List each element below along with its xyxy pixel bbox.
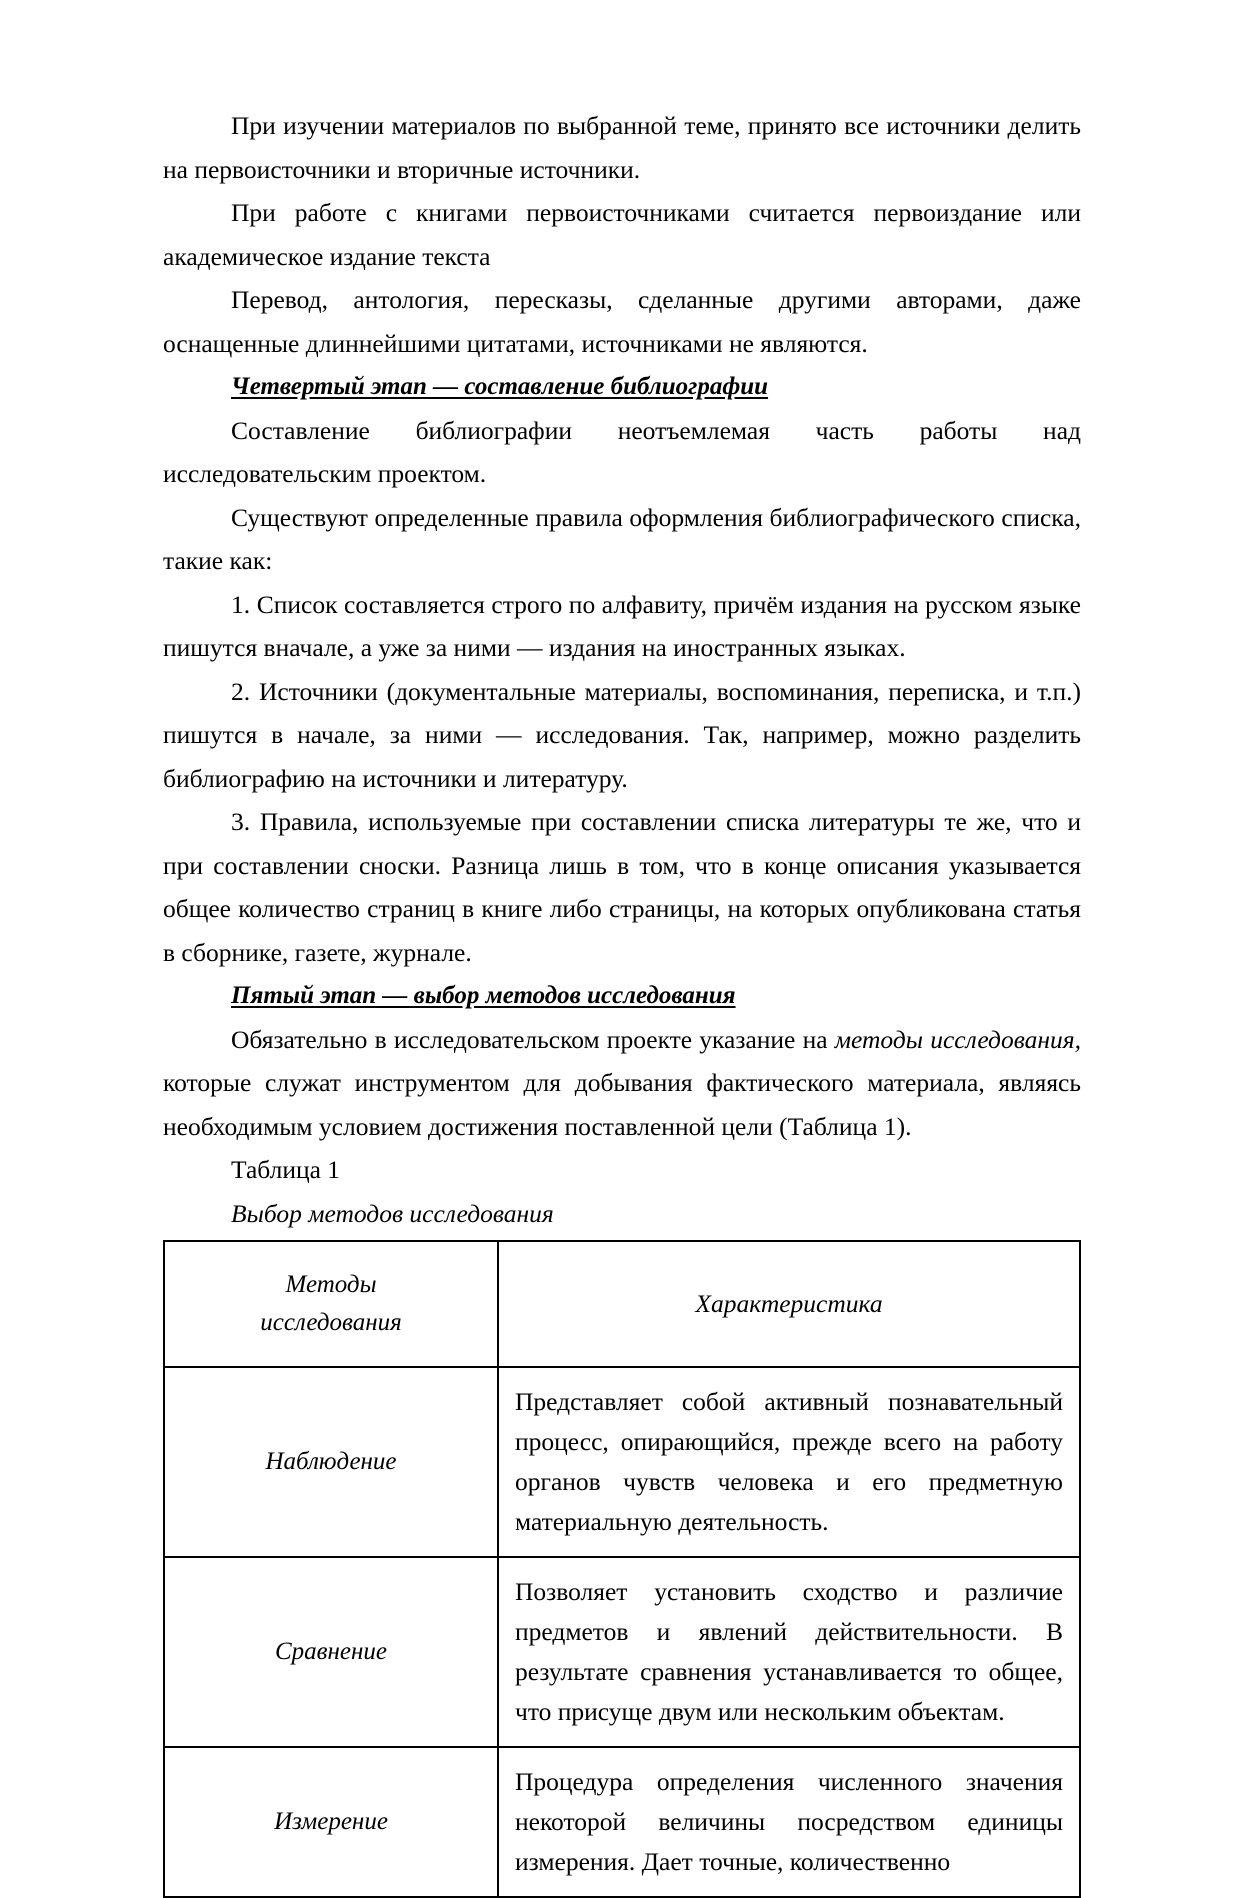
paragraph-research-methods-part2: которые служат инструментом для добывания фактического материала, являясь необходимым условием достижения поставленной цели (Таблица 1).: [163, 1068, 1081, 1141]
table-title: Выбор методов исследования: [231, 1198, 554, 1228]
table-cell-characteristic-observation: Представляет собой активный познавательный процесс, опирающийся, прежде всего на работу органов чувств человека и его предметную материальную деятельность.: [498, 1367, 1080, 1557]
paragraph-research-methods-part1: Обязательно в исследовательском проекте указание на: [231, 1024, 835, 1054]
table-row: [164, 1367, 1080, 1557]
table-cell-characteristic-comparison: Позволяет установить сходство и различие предметов и явлений действительности. В результате сравнения устанавливается то общее, что присуще двум или нескольким объектам.: [498, 1557, 1080, 1747]
heading-fifth-stage-text: Пятый этап — выбор методов исследования: [231, 982, 736, 1009]
heading-fourth-stage: [163, 365, 1081, 409]
table-cell-method-comparison: Сравнение: [164, 1557, 498, 1747]
table-header-characteristic: Характеристика: [498, 1241, 1080, 1367]
paragraph-primary-sources: При работе с книгами первоисточниками считается первоиздание или академическое издание текста: [163, 198, 1081, 271]
research-methods-table: [163, 1240, 1081, 1898]
table-cell-method-measurement: Измерение: [164, 1747, 498, 1897]
table-cell-method-observation: Наблюдение: [164, 1367, 498, 1557]
table-header-row: [164, 1241, 1080, 1367]
table-row: [164, 1747, 1080, 1897]
list-item-rule-1: 1. Список составляется строго по алфавиту, причём издания на русском языке пишутся вначале, а уже за ними — издания на иностранных языках.: [163, 589, 1081, 662]
table-header-methods: [164, 1241, 498, 1367]
document-body: [163, 104, 1081, 1898]
table-row: [164, 1557, 1080, 1747]
paragraph-research-methods-emphasis: методы исследования,: [834, 1024, 1081, 1054]
paragraph-bibliography-part: Составление библиографии неотъемлемая часть работы над исследовательским проектом.: [163, 415, 1081, 488]
paragraph-bibliography-rules-intro: Существуют определенные правила оформления библиографического списка, такие как:: [163, 502, 1081, 575]
table-header-methods-line1: Методы: [285, 1271, 377, 1298]
table-header-methods-line2: исследования: [260, 1309, 402, 1336]
paragraph-translations: Перевод, антология, пересказы, сделанные другими авторами, даже оснащенные длиннейшими цитатами, источниками не являются.: [163, 285, 1081, 358]
table-number-label: Таблица 1: [231, 1155, 341, 1184]
list-item-rule-3: 3. Правила, используемые при составлении списка литературы те же, что и при составлении сноски. Разница лишь в том, что в конце описания указывается общее количество страниц в книге либо страницы, на которых опубликована статья в сборнике, газете, журнале.: [163, 807, 1081, 967]
paragraph-sources-split: При изучении материалов по выбранной теме, принято все источники делить на первоисточники и вторичные источники.: [163, 111, 1081, 184]
table-cell-characteristic-measurement: Процедура определения численного значения некоторой величины посредством единицы измерения. Дает точные, количественно: [498, 1747, 1080, 1897]
list-item-rule-2: 2. Источники (документальные материалы, воспоминания, переписка, и т.п.) пишутся в начале, за ними — исследования. Так, например, можно разделить библиографию на источники и литературу.: [163, 676, 1081, 793]
heading-fourth-stage-text: Четвертый этап — составление библиографии: [231, 373, 769, 400]
heading-fifth-stage: [163, 974, 1081, 1018]
table-body: [164, 1241, 1080, 1897]
paragraph-research-methods: [163, 1018, 1081, 1149]
